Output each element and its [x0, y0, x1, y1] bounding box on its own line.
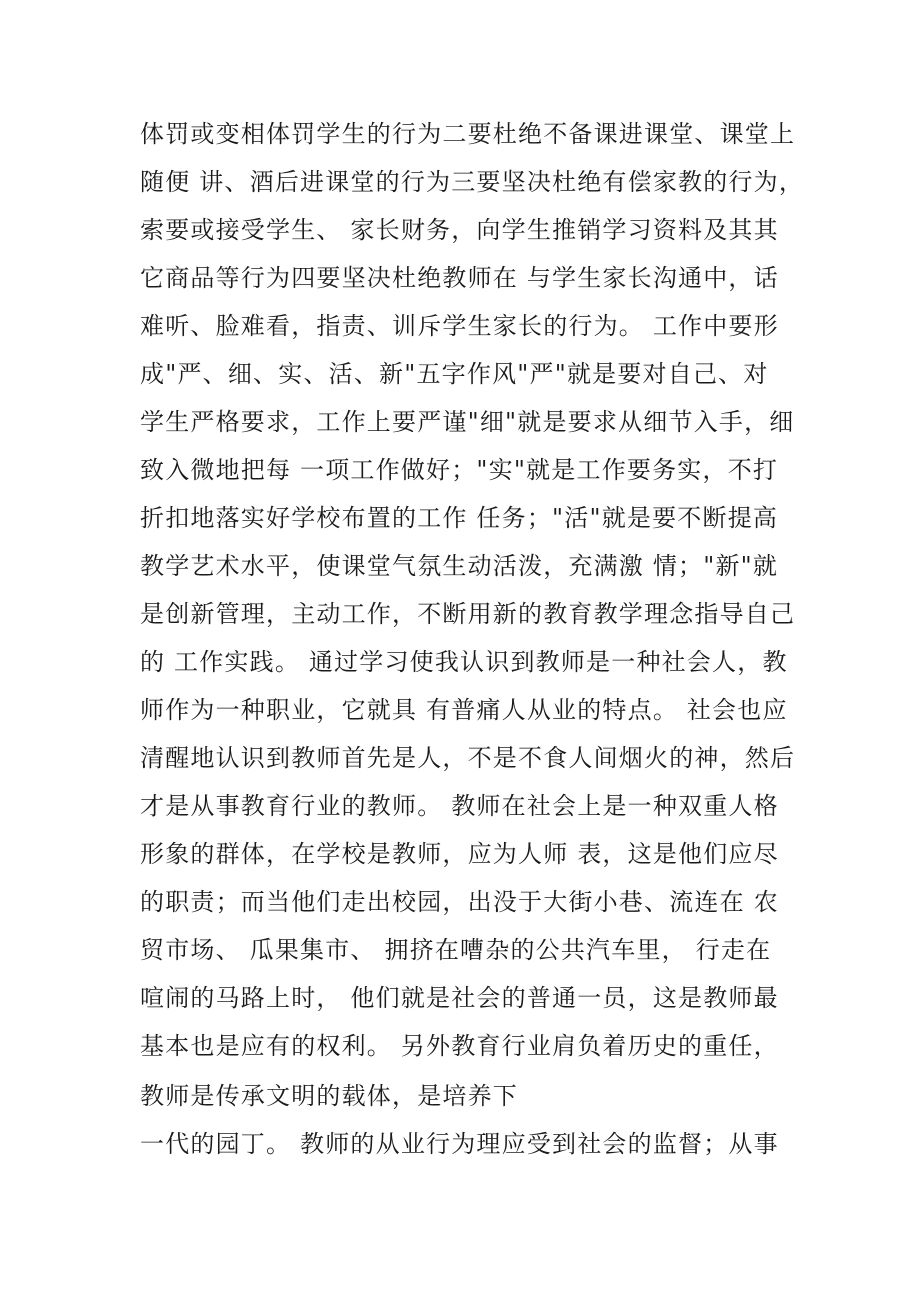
text-line: 一代的园丁。 教师的从业行为理应受到社会的监督；从事	[140, 1130, 779, 1158]
text-line: 致入微地把每 一项工作做好；"实"就是工作要务实，不打	[140, 456, 779, 484]
text-line: 清醒地认识到教师首先是人，不是不食人间烟火的神，然后	[140, 744, 796, 772]
text-line: 折扣地落实好学校布置的工作 任务；"活"就是要不断提高	[140, 504, 779, 532]
text-line: 是创新管理，主动工作，不断用新的教育教学理念指导自己	[140, 600, 796, 628]
text-line: 成"严、细、实、活、新"五字作风"严"就是要对自己、对	[140, 360, 769, 388]
text-line: 的 工作实践。 通过学习使我认识到教师是一种社会人，教	[140, 648, 788, 676]
text-line: 贸市场、 瓜果集市、 拥挤在嘈杂的公共汽车里， 行走在	[140, 936, 772, 964]
text-line: 基本也是应有的权利。 另外教育行业肩负着历史的重任，	[140, 1032, 779, 1060]
text-line: 教师是传承文明的载体，是培养下	[140, 1082, 518, 1110]
text-line: 形象的群体，在学校是教师，应为人师 表，这是他们应尽	[140, 840, 779, 868]
text-line: 难听、脸难看，指责、训斥学生家长的行为。 工作中要形	[140, 312, 779, 340]
text-line: 师作为一种职业，它就具 有普痛人从业的特点。 社会也应	[140, 696, 788, 724]
text-line: 体罚或变相体罚学生的行为二要杜绝不备课进课堂、课堂上	[140, 120, 796, 148]
text-line: 它商品等行为四要坚决杜绝教师在 与学生家长沟通中，话	[140, 264, 779, 292]
text-line: 的职责；而当他们走出校园，出没于大街小巷、流连在 农	[140, 888, 779, 916]
text-line: 喧闹的马路上时， 他们就是社会的普通一员，这是教师最	[140, 984, 779, 1012]
text-line: 索要或接受学生、 家长财务，向学生推销学习资料及其其	[140, 216, 779, 244]
text-line: 学生严格要求，工作上要严谨"细"就是要求从细节入手，细	[140, 408, 795, 436]
text-line: 才是从事教育行业的教师。 教师在社会上是一种双重人格	[140, 792, 779, 820]
text-line: 随便 讲、酒后进课堂的行为三要坚决杜绝有偿家教的行为，	[140, 168, 805, 196]
text-line: 教学艺术水平，使课堂气氛生动活泼，充满激 情；"新"就	[140, 552, 779, 580]
